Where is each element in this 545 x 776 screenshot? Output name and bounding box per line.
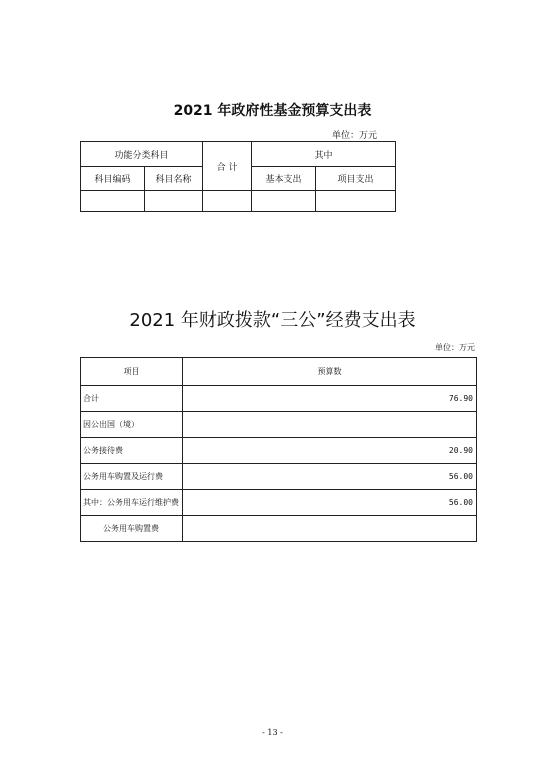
header-name: 科目名称 [145,167,203,191]
empty-cell [316,191,396,212]
row-value [183,412,477,438]
table-row [81,386,477,412]
empty-cell [81,191,145,212]
page-number: - 13 - [262,728,283,737]
unit-label: 单位：万元 [435,343,475,352]
row-value: 56.00 [183,490,477,516]
row-value: 20.90 [183,438,477,464]
row-value: 56.00 [183,464,477,490]
table-row [81,412,477,438]
empty-cell [145,191,203,212]
page-title-government-fund: 2021 年政府性基金预算支出表 [173,103,372,119]
header-code: 科目编码 [81,167,145,191]
row-label: 公务接待费 [81,438,183,464]
row-label: 公务用车购置费 [81,516,183,542]
unit-label: 单位：万元 [331,131,377,141]
empty-cell [203,191,252,212]
row-value: 76.90 [183,386,477,412]
table-row [81,464,477,490]
page-title-three-public: 2021 年财政拨款“三公”经费支出表 [129,310,416,331]
row-label: 合计 [81,386,183,412]
row-label: 其中：公务用车运行维护费 [81,490,183,516]
row-value [183,516,477,542]
header-basic: 基本支出 [252,167,316,191]
header-project: 项目支出 [316,167,396,191]
three-public-expense-table [80,357,477,542]
row-label: 公务用车购置及运行费 [81,464,183,490]
row-label: 因公出国（境） [81,412,183,438]
table-row [81,438,477,464]
table-row [81,516,477,542]
government-fund-table [80,141,396,212]
table-row [81,490,477,516]
header-budget: 预算数 [183,358,477,386]
empty-cell [252,191,316,212]
header-item: 项目 [81,358,183,386]
header-total: 合 计 [203,142,252,191]
header-of-which: 其中 [252,142,396,167]
header-category: 功能分类科目 [81,142,203,167]
